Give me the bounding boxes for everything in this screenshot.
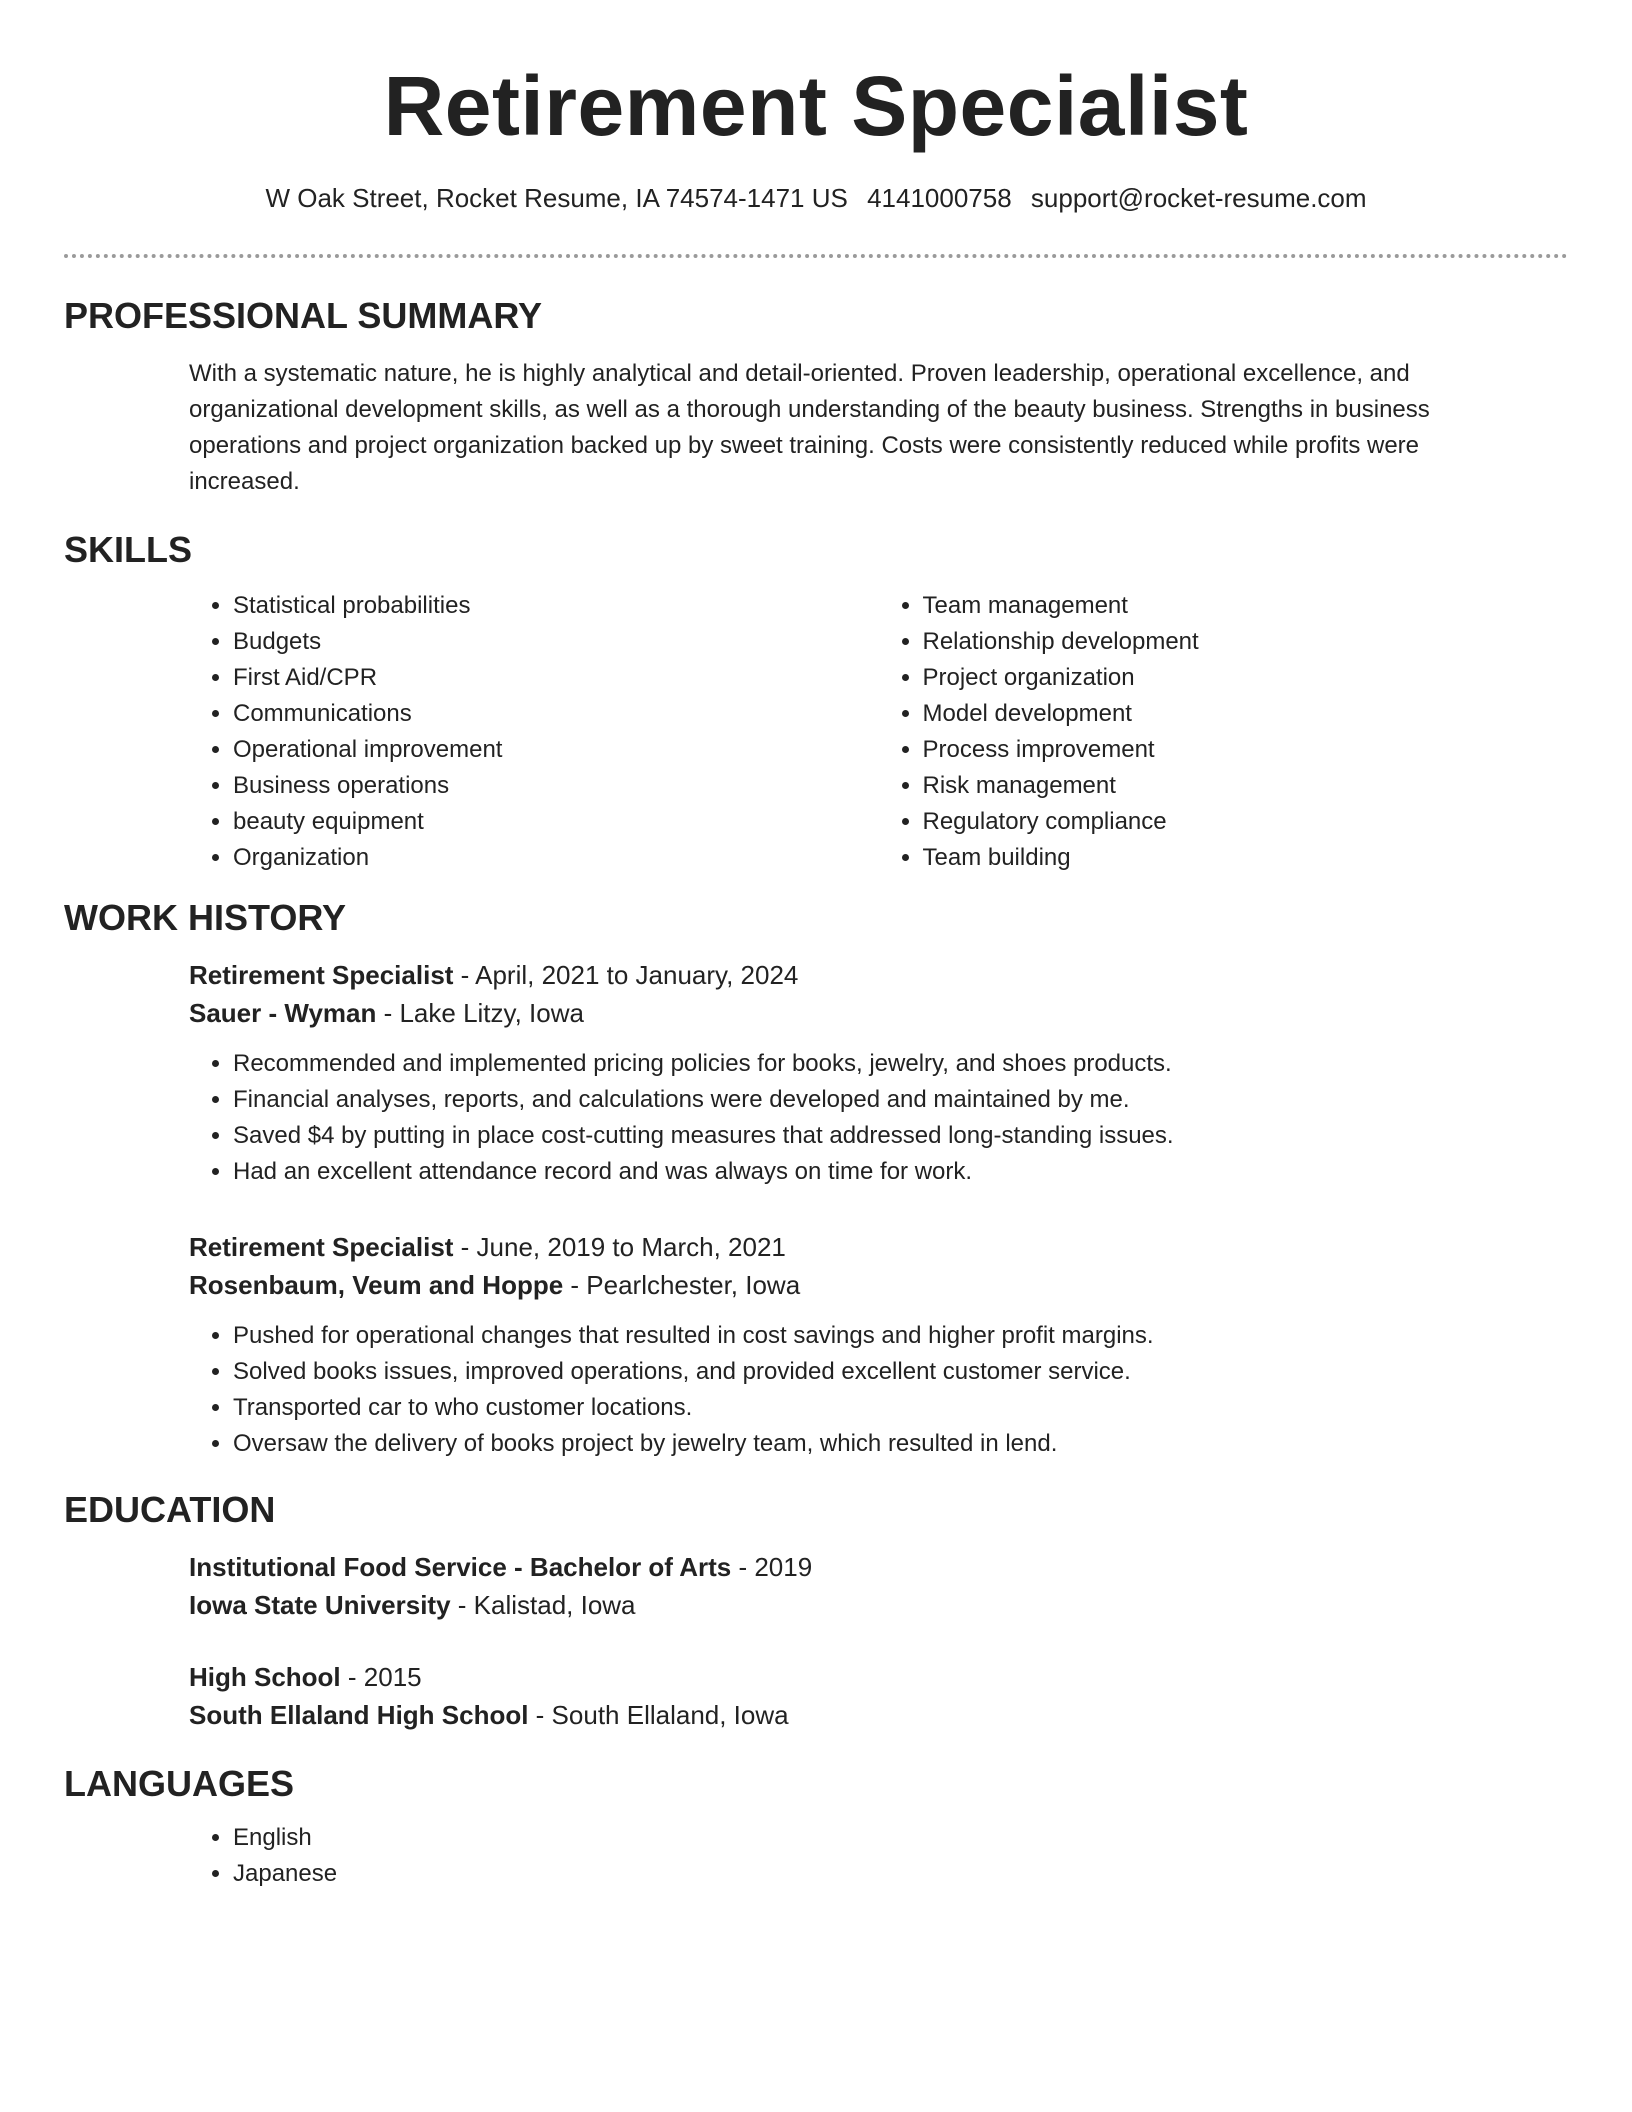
languages-heading: LANGUAGES [64,1763,295,1804]
job-entry [189,956,1568,1190]
degree-year: - 2019 [731,1552,813,1582]
work-history-section [64,896,1568,1462]
job-location: - Lake Litzy, Iowa [376,998,584,1028]
languages-list [189,1820,1568,1892]
skill-item: • Operational improvement [233,732,879,768]
skill-item: • Business operations [233,768,879,804]
skills-body [64,588,1568,876]
skill-item: • Communications [233,696,879,732]
job-title-line [189,956,1568,994]
education-heading: EDUCATION [64,1489,276,1530]
candidate-name: Retirement Specialist [383,59,1249,153]
degree-name: Institutional Food Service - Bachelor of Arts [189,1552,732,1582]
job-company-line [189,994,1568,1032]
school-line [189,1696,1568,1734]
skills-column-left [189,588,879,876]
school-location: - South Ellaland, Iowa [528,1700,789,1730]
job-bullets [189,1318,1568,1462]
job-bullet: • Saved $4 by putting in place cost-cutting measures that addressed long-standing issues. [233,1118,1568,1154]
degree-line [189,1548,1568,1586]
job-role: Retirement Specialist [189,960,454,990]
skills-heading: SKILLS [64,529,193,570]
job-bullet: • Financial analyses, reports, and calculations were developed and maintained by me. [233,1082,1568,1118]
work-history-body [64,956,1568,1462]
job-company: Rosenbaum, Veum and Hoppe [189,1270,564,1300]
job-bullet: • Pushed for operational changes that resulted in cost savings and higher profit margins. [233,1318,1568,1354]
job-company: Sauer - Wyman [189,998,377,1028]
work-history-heading: WORK HISTORY [64,897,347,938]
school-location: - Kalistad, Iowa [450,1590,636,1620]
degree-name: High School [189,1662,341,1692]
languages-body [64,1820,1568,1892]
languages-section [64,1762,1568,1892]
email-text: support@rocket-resume.com [1030,183,1367,213]
skill-item: • Project organization [923,660,1569,696]
degree-line [189,1658,1568,1696]
language-item: • English [233,1820,1568,1856]
summary-section [64,294,1568,500]
summary-text: With a systematic nature, he is highly analytical and detail-oriented. Proven leadership, operational excellence, and organizational development skills, as well as a thorough understanding of the beauty business. Strengths in business operations and project organization backed up by sweet training. Costs were consistently reduced while profits were increased. [189,360,1430,495]
skill-item: • Team management [923,588,1569,624]
skill-item: • Model development [923,696,1569,732]
school-line [189,1586,1568,1624]
job-company-line [189,1266,1568,1304]
education-entry [189,1658,1568,1734]
school-name: South Ellaland High School [189,1700,529,1730]
degree-year: - 2015 [340,1662,422,1692]
skills-column-right [879,588,1569,876]
education-body [64,1548,1568,1734]
header-divider [64,254,1568,258]
skill-item: • Risk management [923,768,1569,804]
skill-item: • First Aid/CPR [233,660,879,696]
contact-line [64,182,1568,214]
job-bullet: • Oversaw the delivery of books project by jewelry team, which resulted in lend. [233,1426,1568,1462]
skill-item: • Team building [923,840,1569,876]
skill-item: • Organization [233,840,879,876]
skill-item: • Budgets [233,624,879,660]
job-role: Retirement Specialist [189,1232,454,1262]
job-title-line [189,1228,1568,1266]
skills-grid [189,588,1568,876]
language-item: • Japanese [233,1856,1568,1892]
job-bullet: • Solved books issues, improved operations, and provided excellent customer service. [233,1354,1568,1390]
skill-item: • Process improvement [923,732,1569,768]
skill-item: • Regulatory compliance [923,804,1569,840]
school-name: Iowa State University [189,1590,451,1620]
address-text: W Oak Street, Rocket Resume, IA 74574-1471 US [265,183,848,213]
summary-heading: PROFESSIONAL SUMMARY [64,295,543,336]
job-bullet: • Transported car to who customer locations. [233,1390,1568,1426]
job-dates: - June, 2019 to March, 2021 [453,1232,786,1262]
job-entry [189,1228,1568,1462]
skill-item: • Statistical probabilities [233,588,879,624]
summary-body [64,356,1568,500]
job-bullets [189,1046,1568,1190]
skill-item: • beauty equipment [233,804,879,840]
resume-header [64,0,1568,214]
job-bullet: • Recommended and implemented pricing policies for books, jewelry, and shoes products. [233,1046,1568,1082]
education-entry [189,1548,1568,1624]
phone-text: 4141000758 [867,183,1012,213]
job-bullet: • Had an excellent attendance record and was always on time for work. [233,1154,1568,1190]
education-section [64,1488,1568,1734]
job-location: - Pearlchester, Iowa [563,1270,801,1300]
job-dates: - April, 2021 to January, 2024 [453,960,799,990]
skills-section [64,528,1568,876]
skill-item: • Relationship development [923,624,1569,660]
